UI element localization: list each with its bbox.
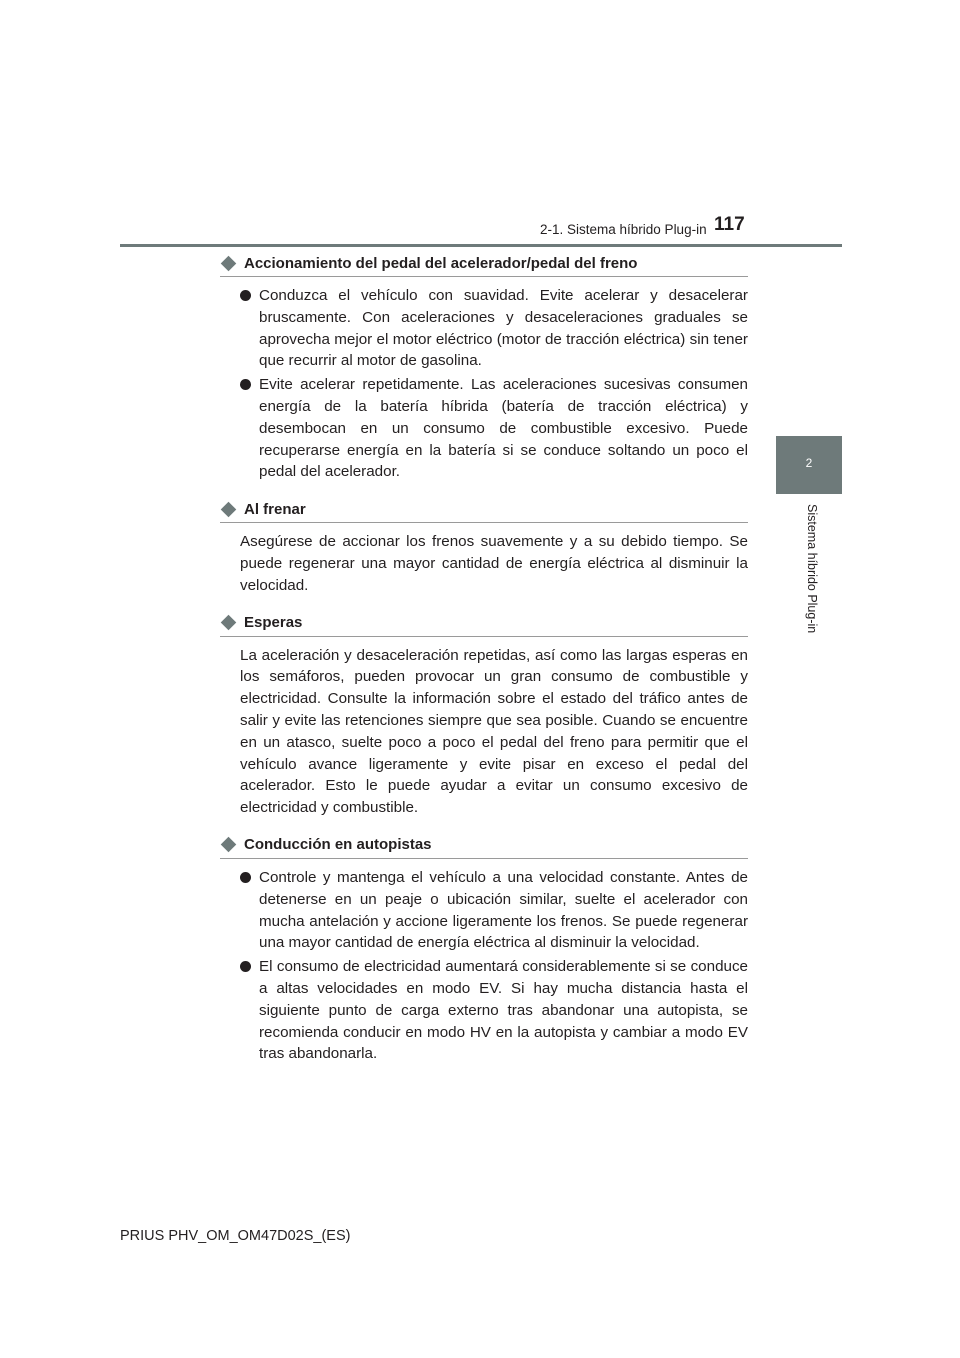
section-waiting [220,613,748,819]
diamond-icon [221,255,237,271]
section-heading-text: Conducción en autopistas [244,836,432,854]
section-heading [220,253,748,277]
bullet-icon [240,285,259,372]
bullet-icon [240,956,259,1065]
bullet-text: El consumo de electricidad aumentará considerablemente si se conduce a altas velocidades en modo EV. Si hay mucha distancia hasta el siguiente punto de carga externo tras abandonar una autopista, se recomienda conducir en modo HV en la autopista y cambiar a modo EV tras abandonarla. [259,958,748,1063]
chapter-tab [776,436,842,494]
bullet-text: Evite acelerar repetidamente. Las aceleraciones sucesivas consumen energía de la batería híbrida (batería de tracción eléctrica) y desembocan en un consumo de combustible excesivo. Puede recuperarse energía en la batería si se conduce soltando un poco el pedal del acelerador. [259,376,748,481]
section-heading [220,499,748,523]
bullet-text: Conduzca el vehículo con suavidad. Evite acelerar y desacelerar bruscamente. Con aceleraciones y desaceleraciones graduales se aprovecha mejor el motor eléctrico (motor de tracción eléctrica) sin tener que recurrir al motor de gasolina. [259,287,748,370]
chapter-tab-number: 2 [805,456,813,470]
section-heading-text: Accionamiento del pedal del acelerador/pedal del freno [244,254,638,272]
section-heading [220,613,748,637]
section-highway [220,835,748,1065]
bullet-item [240,374,748,483]
diamond-icon [221,501,237,517]
bullet-item [240,867,748,954]
bullet-item [240,956,748,1065]
section-heading-text: Esperas [244,614,303,632]
bullet-text: Controle y mantenga el vehículo a una velocidad constante. Antes de detenerse en un peaje o ubicación similar, suelte el acelerador con mucha antelación y accione ligeramente los frenos. Se puede regenerar una mayor cantidad de energía eléctrica al disminuir la velocidad. [259,868,748,952]
page-number: 117 [714,214,745,235]
bullet-icon [240,374,259,483]
section-heading-text: Al frenar [244,500,306,518]
chapter-tab-label: Sistema híbrido Plug-in [805,504,819,634]
bullet-icon [240,867,259,954]
running-header: 2-1. Sistema híbrido Plug-in [540,222,707,237]
section-braking [220,499,748,596]
section-paragraph: Asegúrese de accionar los frenos suavemente y a su debido tiempo. Se puede regenerar una mayor cantidad de energía eléctrica al disminuir la velocidad. [240,533,748,594]
header-rule [120,244,842,247]
section-paragraph: La aceleración y desaceleración repetidas, así como las largas esperas en los semáforos, pueden provocar un gran consumo de combustible y electricidad. Consulte la información sobre el estado del tráfico antes de salir y evite las retenciones siempre que sea posible. Cuando se encuentre en un atasco, suelte poco a poco el pedal del freno para permitir que el vehículo avance ligeramente y evite pisar en exceso el pedal del acelerador. Esto le puede ayudar a evitar un consumo excesivo de electricidad y combustible. [240,646,748,817]
page-content [220,253,748,1081]
section-heading [220,835,748,859]
diamond-icon [221,615,237,631]
bullet-item [240,285,748,372]
document-id: PRIUS PHV_OM_OM47D02S_(ES) [120,1228,351,1244]
section-accelerator-brake [220,253,748,483]
diamond-icon [221,837,237,853]
